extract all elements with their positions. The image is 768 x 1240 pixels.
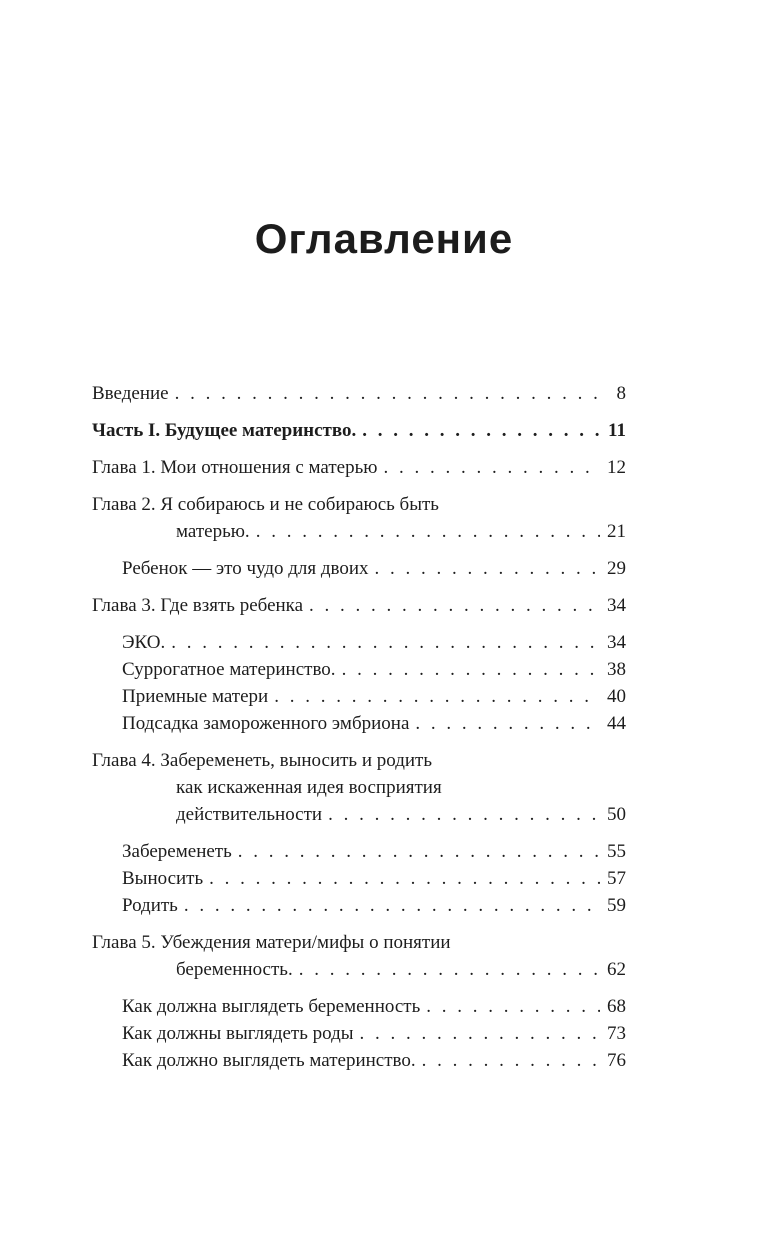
toc-entry-text: как искаженная идея восприятия	[176, 777, 442, 799]
toc-page-number: 62	[607, 959, 626, 981]
toc-entry-line	[92, 380, 626, 407]
toc-entry	[92, 592, 626, 619]
toc-entry	[92, 710, 626, 737]
toc-entry-text: Суррогатное материнство.	[122, 659, 336, 681]
toc-entry	[92, 683, 626, 710]
toc-page-number: 21	[607, 521, 626, 543]
toc-entry-text: ЭКО.	[122, 632, 166, 654]
toc-entry-text: Введение	[92, 383, 169, 405]
toc-entry-text: Глава 4. Забеременеть, выносить и родить	[92, 750, 433, 772]
toc-entry-line	[92, 518, 626, 545]
toc-entry	[92, 747, 626, 828]
toc-entry-line	[92, 710, 626, 737]
toc-entry	[92, 629, 626, 656]
dot-leader	[426, 993, 600, 1020]
toc-entry-text: Приемные матери	[122, 686, 269, 708]
toc-page-number: 55	[607, 841, 626, 863]
toc-entry-line	[92, 629, 626, 656]
toc-page-number: 59	[607, 895, 626, 917]
toc-page-number: 50	[607, 804, 626, 826]
toc-entry-text: Глава 1. Мои отношения с матерью	[92, 457, 378, 479]
toc-entry-line	[92, 774, 626, 801]
dot-leader	[362, 417, 600, 444]
toc-entry	[92, 838, 626, 865]
toc-entry-text: Родить	[122, 895, 178, 917]
toc-entry	[92, 892, 626, 919]
toc-entry-line	[92, 801, 626, 828]
toc-page-number: 29	[607, 558, 626, 580]
toc-entry-line	[92, 1020, 626, 1047]
toc-entry-line	[92, 747, 626, 774]
dot-leader	[375, 555, 600, 582]
toc-page-number: 38	[607, 659, 626, 681]
toc-entry-text: Часть I. Будущее материнство.	[92, 420, 357, 442]
dot-leader	[238, 838, 600, 865]
toc-page-number: 57	[607, 868, 626, 890]
toc-page-number: 8	[616, 383, 626, 405]
toc-entry-text: Выносить	[122, 868, 204, 890]
toc-entry	[92, 1020, 626, 1047]
page-title: Оглавление	[254, 215, 514, 263]
toc-entry	[92, 380, 626, 407]
toc-entry-text: Глава 3. Где взять ребенка	[92, 595, 304, 617]
dot-leader	[342, 656, 600, 683]
toc-entry-line	[92, 491, 626, 518]
toc-entry-line	[92, 929, 626, 956]
toc-page-number: 44	[607, 713, 626, 735]
toc-page-number: 11	[608, 420, 626, 442]
dot-leader	[171, 629, 600, 656]
toc-entry-line	[92, 956, 626, 983]
toc-entry-line	[92, 417, 626, 444]
toc-entry-line	[92, 683, 626, 710]
toc-entry-line	[92, 892, 626, 919]
dot-leader	[299, 956, 600, 983]
toc-entry	[92, 491, 626, 545]
toc-entry-text: Как должно выглядеть материнство.	[122, 1050, 416, 1072]
dot-leader	[274, 683, 600, 710]
toc-entry-text: Забеременеть	[122, 841, 232, 863]
toc-entry	[92, 993, 626, 1020]
toc-entry-text: Подсадка замороженного эмбриона	[122, 713, 410, 735]
toc-entry-line	[92, 592, 626, 619]
toc-page-number: 73	[607, 1023, 626, 1045]
dot-leader	[360, 1020, 600, 1047]
toc-entry-text: Глава 5. Убеждения матери/мифы о понятии	[92, 932, 451, 954]
toc-entry-line	[92, 993, 626, 1020]
toc-list	[92, 380, 626, 1074]
toc-entry-line	[92, 555, 626, 582]
toc-page-number: 34	[607, 632, 626, 654]
dot-leader	[422, 1047, 600, 1074]
dot-leader	[209, 865, 600, 892]
toc-entry	[92, 929, 626, 983]
toc-entry-text: Как должна выглядеть беременность	[122, 996, 421, 1018]
toc-entry-text: действительности	[176, 804, 323, 826]
toc-entry-text: беременность.	[176, 959, 293, 981]
toc-page-number: 40	[607, 686, 626, 708]
toc-entry-text: Глава 2. Я собираюсь и не собираюсь быть	[92, 494, 439, 516]
toc-entry-line	[92, 454, 626, 481]
toc-entry	[92, 656, 626, 683]
toc-page-number: 12	[607, 457, 626, 479]
toc-entry	[92, 865, 626, 892]
dot-leader	[383, 454, 600, 481]
dot-leader	[309, 592, 600, 619]
toc-entry-line	[92, 838, 626, 865]
toc-entry-text: матерью.	[176, 521, 250, 543]
dot-leader	[184, 892, 600, 919]
dot-leader	[328, 801, 600, 828]
toc-entry-line	[92, 865, 626, 892]
dot-leader	[415, 710, 600, 737]
toc-page-number: 68	[607, 996, 626, 1018]
toc-page-number: 76	[607, 1050, 626, 1072]
toc-page-number: 34	[607, 595, 626, 617]
toc-entry	[92, 417, 626, 444]
toc-entry	[92, 454, 626, 481]
toc-entry-text: Ребенок — это чудо для двоих	[122, 558, 369, 580]
toc-entry	[92, 1047, 626, 1074]
toc-entry-line	[92, 1047, 626, 1074]
toc-entry-line	[92, 656, 626, 683]
toc-entry	[92, 555, 626, 582]
dot-leader	[256, 518, 600, 545]
dot-leader	[175, 380, 600, 407]
toc-entry-text: Как должны выглядеть роды	[122, 1023, 354, 1045]
